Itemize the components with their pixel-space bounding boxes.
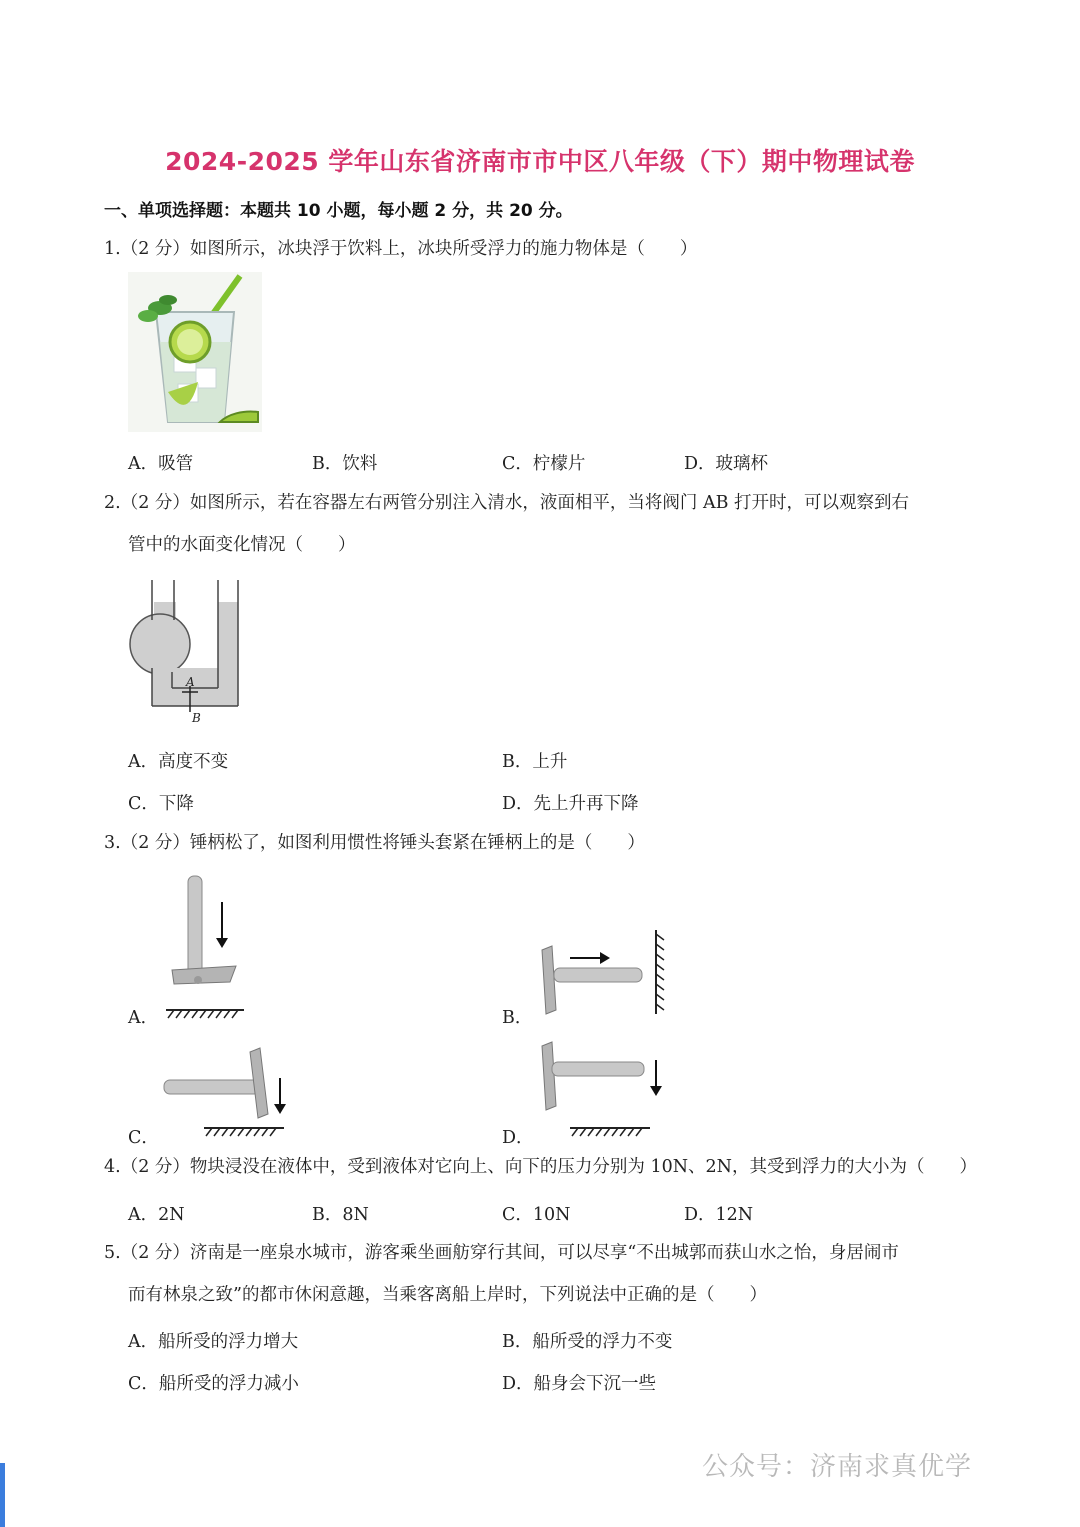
connected-vessel-figure	[126, 576, 242, 724]
question-4-stem: 4.（2 分）物块浸没在液体中，受到液体对它向上、向下的压力分别为 10N、2N，其受到浮力的大小为（ ）	[104, 1157, 977, 1177]
question-5-stem-line1: 5.（2 分）济南是一座泉水城市，游客乘坐画舫穿行其间，可以尽享“不出城郭而获山水之怡，身居闹市	[104, 1243, 899, 1263]
valve-label-b: B	[192, 711, 201, 724]
q1-option-a[interactable]: A．吸管	[128, 454, 194, 474]
question-2-stem-line2: 管中的水面变化情况（ ）	[128, 535, 356, 555]
valve-label-a: A	[186, 675, 195, 689]
q2-option-d[interactable]: D．先上升再下降	[502, 794, 639, 814]
q1-option-c[interactable]: C．柠檬片	[502, 454, 586, 474]
hammer-figure-d	[534, 1040, 664, 1138]
q1-option-b[interactable]: B．饮料	[312, 454, 378, 474]
question-1-stem: 1.（2 分）如图所示，冰块浮于饮料上，冰块所受浮力的施力物体是（ ）	[104, 239, 698, 259]
hammer-figure-b	[530, 926, 670, 1018]
question-3-stem: 3.（2 分）锤柄松了，如图利用惯性将锤头套紧在锤柄上的是（ ）	[104, 833, 645, 853]
q2-option-b[interactable]: B．上升	[502, 752, 568, 772]
hammer-figure-c	[160, 1044, 290, 1138]
hammer-figure-a	[160, 872, 250, 1022]
edge-bar	[0, 1463, 5, 1527]
question-2-stem-line1: 2.（2 分）如图所示，若在容器左右两管分别注入清水，液面相平，当将阀门 AB 打开时，可以观察到右	[104, 493, 910, 513]
glass-drink-figure	[128, 272, 262, 432]
question-5-stem-line2: 而有林泉之致”的都市休闲意趣，当乘客离船上岸时，下列说法中正确的是（ ）	[128, 1285, 767, 1305]
q5-option-b[interactable]: B．船所受的浮力不变	[502, 1332, 673, 1352]
q2-option-c[interactable]: C．下降	[128, 794, 194, 814]
watermark: 公众号：济南求真优学	[701, 1452, 972, 1482]
q4-option-a[interactable]: A．2N	[128, 1205, 185, 1225]
section-heading: 一、单项选择题：本题共 10 小题，每小题 2 分，共 20 分。	[104, 201, 573, 221]
q1-option-d[interactable]: D．玻璃杯	[684, 454, 769, 474]
q4-option-d[interactable]: D．12N	[684, 1205, 754, 1225]
exam-title: 2024-2025 学年山东省济南市市中区八年级（下）期中物理试卷	[165, 147, 915, 176]
q5-option-d[interactable]: D．船身会下沉一些	[502, 1374, 657, 1394]
q3-option-a[interactable]: A．	[128, 1008, 159, 1028]
q2-option-a[interactable]: A．高度不变	[128, 752, 229, 772]
q3-option-b[interactable]: B．	[502, 1008, 533, 1028]
q5-option-c[interactable]: C．船所受的浮力减小	[128, 1374, 299, 1394]
q3-option-d[interactable]: D．	[502, 1128, 534, 1148]
q4-option-c[interactable]: C．10N	[502, 1205, 571, 1225]
q4-option-b[interactable]: B．8N	[312, 1205, 369, 1225]
q3-option-c[interactable]: C．	[128, 1128, 159, 1148]
q5-option-a[interactable]: A．船所受的浮力增大	[128, 1332, 299, 1352]
